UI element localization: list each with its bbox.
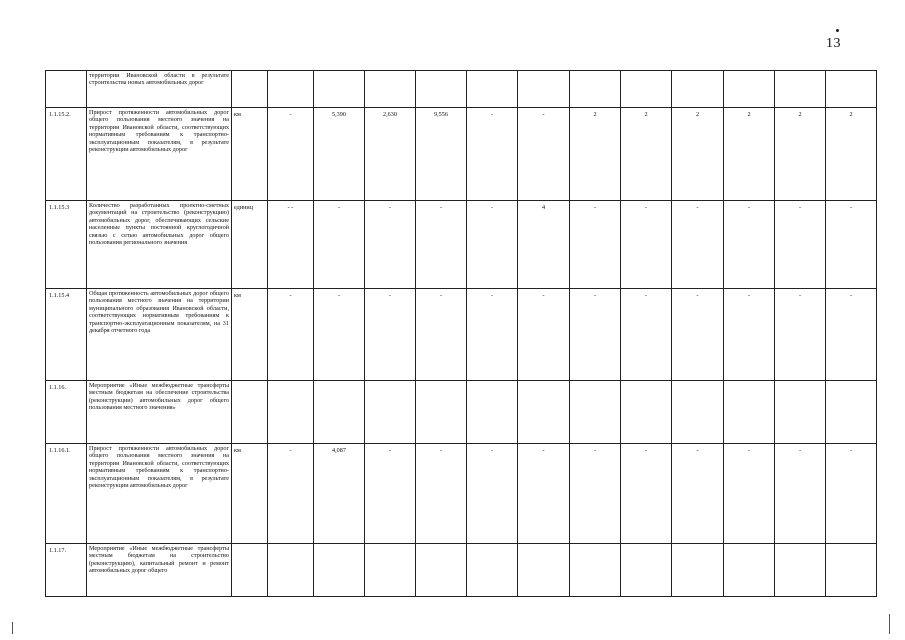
value-cell: - [775,444,826,544]
table-row [46,444,877,544]
value-cell: - [826,289,877,381]
description-cell: Мероприятие «Иные межбюджетные трансферты местным бюджетам на строительство (реконструкцию), капитальный ремонт и ремонт автомобильных дорог общего [87,544,232,597]
value-cell: 4 [518,201,570,289]
value-cell: - [268,444,314,544]
value-cell: - [518,108,570,201]
value-cell: - - [268,201,314,289]
value-cell: 2 [570,108,621,201]
value-cell: - [672,444,724,544]
value-cell [826,381,877,444]
row-number-cell [46,71,87,108]
row-number-cell: 1.1.17. [46,544,87,597]
value-cell: 2 [775,108,826,201]
value-cell: 2 [672,108,724,201]
description-cell: территории Ивановской области в результате строительства новых автомобильных дорог [87,71,232,108]
value-cell: - [621,444,672,544]
unit-cell: км [232,108,268,201]
value-cell [672,381,724,444]
row-number-cell: 1.1.15.3 [46,201,87,289]
value-cell: - [314,289,365,381]
value-cell [314,381,365,444]
value-cell: - [724,201,775,289]
value-cell: - [621,289,672,381]
description-cell: Прирост протяженности автомобильных дорог общего пользования местного значения на территории Ивановской области, соответствующих нормативным требованиям к транспортно-эксплуатационным показателям, в результате реконструкции автомобильных дорог [87,108,232,201]
value-cell: - [826,201,877,289]
value-cell: 2 [621,108,672,201]
value-cell: - [268,289,314,381]
value-cell: - [268,108,314,201]
value-cell [621,544,672,597]
value-cell: - [467,289,518,381]
row-number-cell: 1.1.16. [46,381,87,444]
value-cell [268,544,314,597]
value-cell [621,71,672,108]
value-cell [724,71,775,108]
value-cell [570,71,621,108]
row-number-cell: 1.1.15.2. [46,108,87,201]
value-cell: - [621,201,672,289]
scan-speck [836,29,839,32]
value-cell [826,544,877,597]
value-cell [724,381,775,444]
table-row [46,381,877,444]
value-cell: - [570,289,621,381]
value-cell: 5,390 [314,108,365,201]
value-cell [775,544,826,597]
description-cell: Количество разработанных проектно-сметных документаций на строительство (реконструкцию) автомобильных дорог, обеспечивающих сельские населенные пункты постоянной круглогодичной связью с сетью автомобильных дорог общего пользования регионального значения [87,201,232,289]
unit-cell: км [232,444,268,544]
unit-cell [232,544,268,597]
value-cell [826,71,877,108]
value-cell: - [570,444,621,544]
description-cell: Мероприятие «Иные межбюджетные трансферты местным бюджетам на обеспечение строительства (реконструкции) автомобильных дорог общего пользования местного значения» [87,381,232,444]
value-cell [268,71,314,108]
value-cell [518,71,570,108]
table-row [46,544,877,597]
value-cell: 2 [724,108,775,201]
page-number: 13 [826,36,841,51]
value-cell [467,544,518,597]
value-cell: - [724,289,775,381]
value-cell: - [672,201,724,289]
value-cell: - [467,108,518,201]
value-cell [570,381,621,444]
value-cell [365,381,416,444]
value-cell [518,381,570,444]
unit-cell: км [232,289,268,381]
value-cell: - [775,289,826,381]
value-cell [775,71,826,108]
value-cell [416,381,467,444]
value-cell: - [365,444,416,544]
value-cell: - [467,201,518,289]
value-cell: - [826,444,877,544]
value-cell [672,544,724,597]
value-cell: - [518,444,570,544]
value-cell [672,71,724,108]
scan-edge-mark-right [889,614,890,634]
value-cell [314,544,365,597]
value-cell [365,71,416,108]
table-row [46,71,877,108]
row-number-cell: 1.1.15.4 [46,289,87,381]
value-cell [416,71,467,108]
description-cell: Общая протяженность автомобильных дорог общего пользования местного значения на территории муниципального образования Ивановской области, соответствующих нормативным требованиям к транспортно-эксплуатационным показателям, на 31 декабря отчетного года [87,289,232,381]
value-cell [467,71,518,108]
value-cell: - [416,444,467,544]
value-cell: - [518,289,570,381]
value-cell: 4,087 [314,444,365,544]
value-cell: - [724,444,775,544]
value-cell: - [365,201,416,289]
unit-cell: единиц [232,201,268,289]
value-cell [314,71,365,108]
value-cell [365,544,416,597]
value-cell [621,381,672,444]
table-row [46,289,877,381]
unit-cell [232,71,268,108]
row-number-cell: 1.1.16.1. [46,444,87,544]
value-cell: 2 [826,108,877,201]
value-cell: - [775,201,826,289]
value-cell [416,544,467,597]
value-cell: - [314,201,365,289]
value-cell: - [416,201,467,289]
table-row [46,201,877,289]
value-cell [518,544,570,597]
value-cell: - [570,201,621,289]
table-row [46,108,877,201]
scan-edge-mark-left [12,622,13,634]
indicators-table [45,70,877,597]
value-cell: - [467,444,518,544]
description-cell: Прирост протяженности автомобильных дорог общего пользования местного значения на территории Ивановской области, соответствующих нормативным требованиям к транспортно-эксплуатационным показателям, в результате реконструкции автомобильных дорог [87,444,232,544]
value-cell: 2,630 [365,108,416,201]
value-cell: 9,556 [416,108,467,201]
value-cell: - [365,289,416,381]
value-cell [570,544,621,597]
unit-cell [232,381,268,444]
value-cell [775,381,826,444]
value-cell [268,381,314,444]
value-cell [467,381,518,444]
value-cell: - [416,289,467,381]
value-cell [724,544,775,597]
value-cell: - [672,289,724,381]
